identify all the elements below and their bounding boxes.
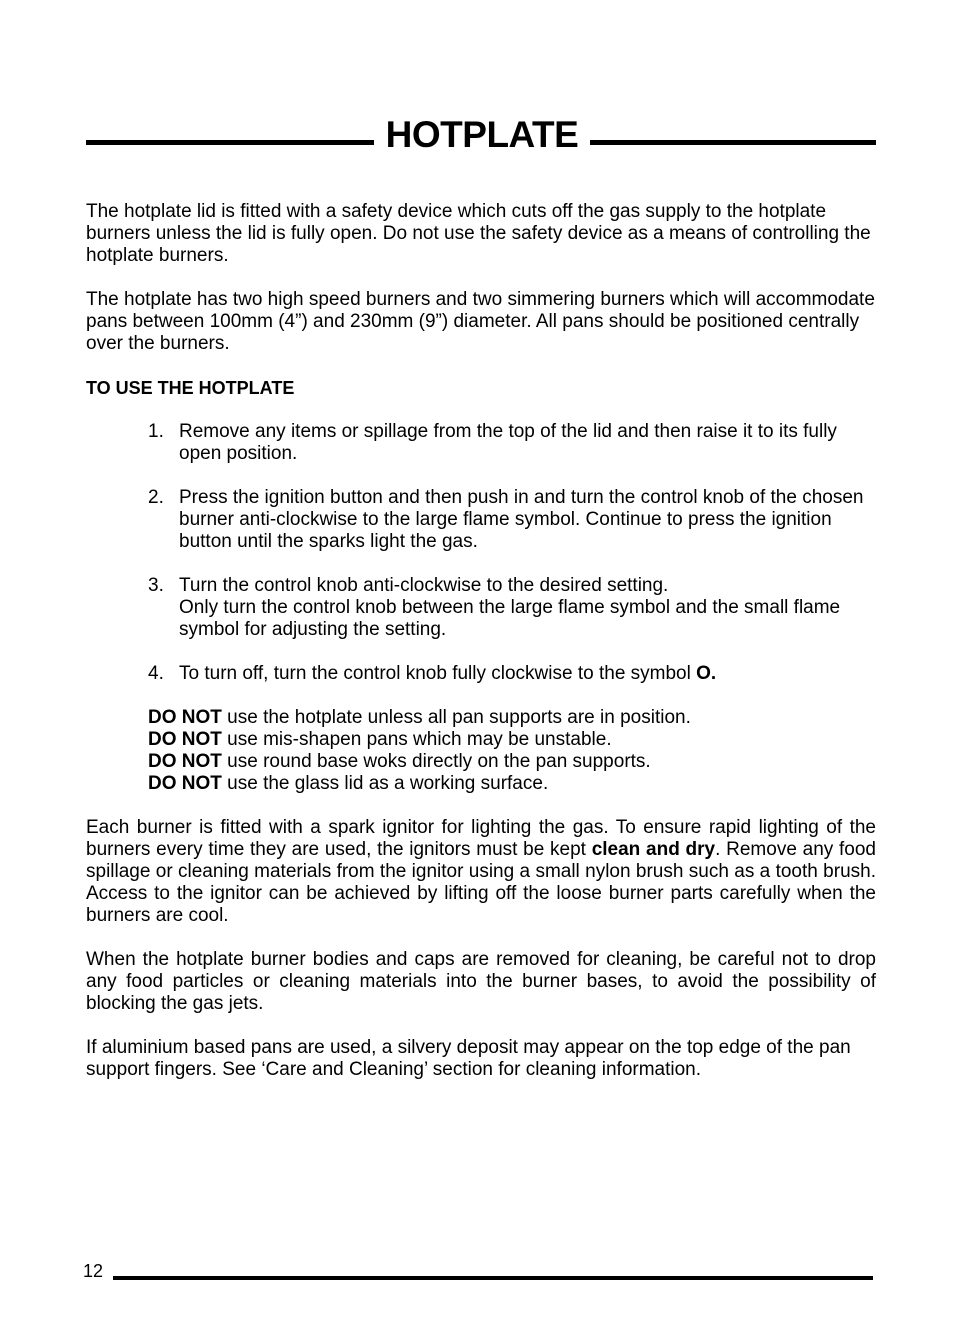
step-text: Remove any items or spillage from the top of the lid and then raise it to its fully open position. xyxy=(179,421,837,464)
title-rule-left xyxy=(86,140,374,145)
ignitor-paragraph xyxy=(86,817,876,927)
warning-emphasis: DO NOT xyxy=(148,773,222,794)
list-item xyxy=(148,421,876,465)
page-title: HOTPLATE xyxy=(385,114,579,155)
warning-line xyxy=(148,773,876,795)
step-text-line-2: Only turn the control knob between the large flame symbol and the small flame symbol for adjusting the setting. xyxy=(179,597,841,640)
warning-line xyxy=(148,729,876,751)
aluminium-paragraph: If aluminium based pans are used, a silvery deposit may appear on the top edge of the pan support fingers. See ‘Care and Cleaning’ section for cleaning information. xyxy=(86,1037,851,1080)
intro-paragraph-1: The hotplate lid is fitted with a safety device which cuts off the gas supply to the hotplate burners unless the lid is fully open. Do not use the safety device as a means of controlling the hotplate burners. xyxy=(86,201,871,266)
step-number: 4. xyxy=(148,663,164,684)
warning-text: use round base woks directly on the pan supports. xyxy=(221,751,651,772)
list-item xyxy=(148,487,876,553)
cleaning-paragraph: When the hotplate burner bodies and caps are removed for cleaning, be careful not to drop any food particles or cleaning materials into the burner bases, to avoid the possibility of blocking the gas jets. xyxy=(86,949,876,1014)
warning-emphasis: DO NOT xyxy=(148,707,222,728)
page-body xyxy=(86,201,876,1103)
footer-rule xyxy=(113,1276,873,1280)
off-symbol: O. xyxy=(696,663,717,684)
step-number: 3. xyxy=(148,575,164,596)
step-text: Press the ignition button and then push in and turn the control knob of the chosen burner anti-clockwise to the large flame symbol. Continue to press the ignition button until the sparks light the gas. xyxy=(179,487,864,552)
page-footer xyxy=(83,1260,873,1284)
warning-text: use the hotplate unless all pan supports are in position. xyxy=(221,707,691,728)
title-rule-right xyxy=(590,140,876,145)
list-item xyxy=(148,575,876,641)
warnings-block xyxy=(148,707,876,795)
step-text-line-1: Turn the control knob anti-clockwise to the desired setting. xyxy=(179,575,669,596)
warning-emphasis: DO NOT xyxy=(148,751,222,772)
warning-line xyxy=(148,707,876,729)
intro-paragraph-2: The hotplate has two high speed burners and two simmering burners which will accommodate pans between 100mm (4”) and 230mm (9”) diameter. All pans should be positioned centrally over the burners. xyxy=(86,289,875,354)
ignitor-emphasis: clean and dry xyxy=(591,839,716,860)
ignitor-text-end: . Remove any food spillage or cleaning materials from the ignitor using a small nylon brush such as a tooth brush. Access to the ignitor can be achieved by lifting off the loose burner parts carefully when the burners are cool. xyxy=(86,839,876,926)
list-item xyxy=(148,663,876,685)
page-header xyxy=(86,112,876,158)
step-text: To turn off, turn the control knob fully clockwise to the symbol xyxy=(179,663,697,684)
warning-emphasis: DO NOT xyxy=(148,729,222,750)
page-number: 12 xyxy=(83,1261,104,1281)
step-number: 1. xyxy=(148,421,164,442)
section-heading: TO USE THE HOTPLATE xyxy=(86,378,295,398)
ignitor-text-start: Each burner is fitted with a spark ignitor for lighting the gas. To ensure rapid lighting of the burners every time they are used, the ignitors must be kept xyxy=(86,817,876,860)
warning-line xyxy=(148,751,876,773)
steps-list xyxy=(86,421,876,685)
warning-text: use the glass lid as a working surface. xyxy=(221,773,549,794)
warning-text: use mis-shapen pans which may be unstable. xyxy=(221,729,612,750)
step-number: 2. xyxy=(148,487,164,508)
